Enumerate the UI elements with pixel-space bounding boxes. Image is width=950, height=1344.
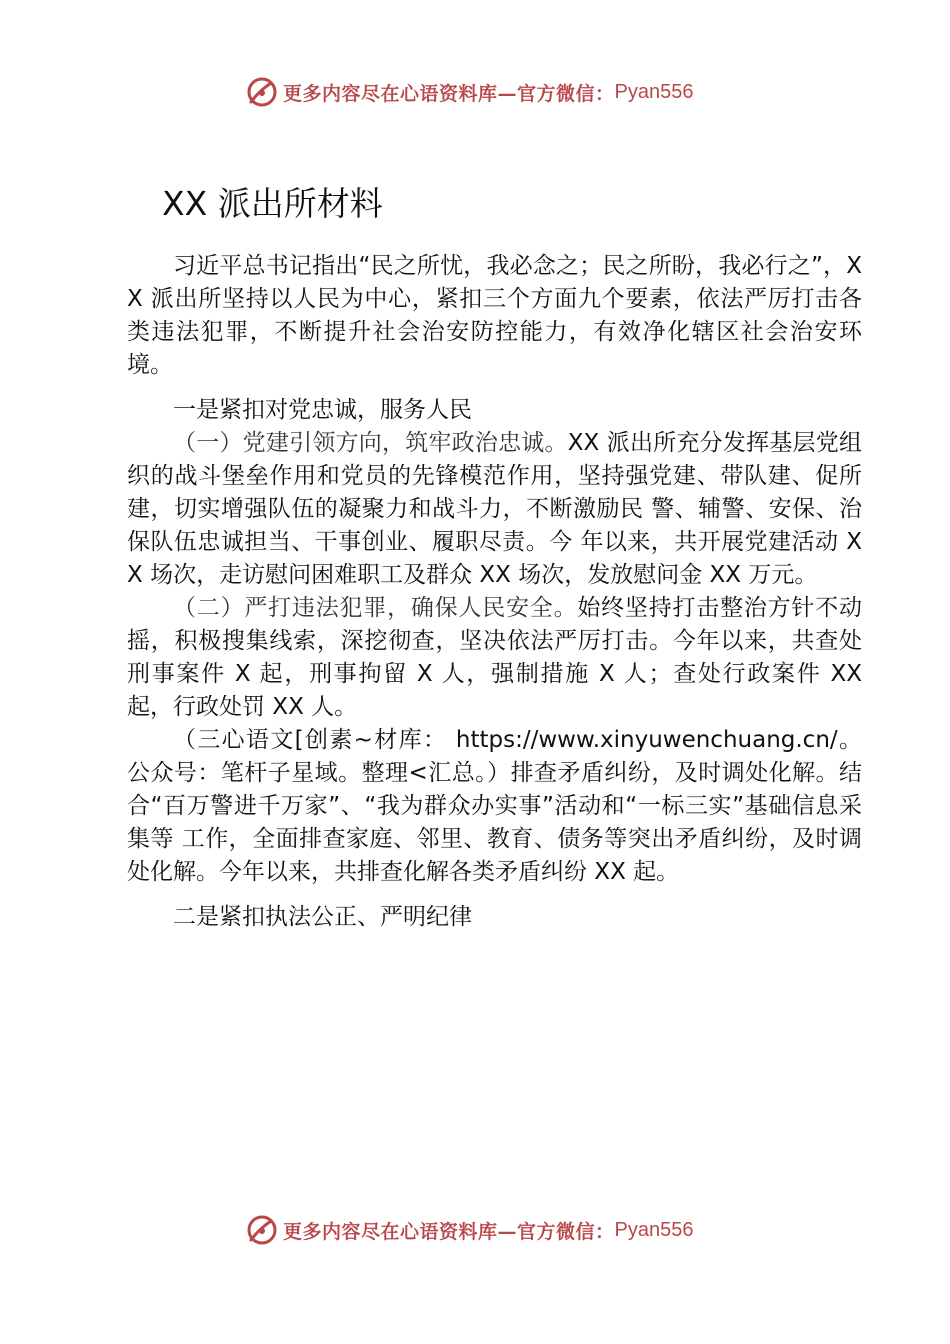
section1-item1 [127, 427, 862, 592]
banner-text: 更多内容尽在心语资料库—官方微信： [283, 1220, 615, 1243]
section1-item3: （三心语文[创素~材库： https://www.xinyuwenchuang.cn/。公众号：笔杆子星域。整理<汇总。）排查矛盾纠纷，及时调处化解。结合“百万警进千万家”、“我为群众办实事”活动和“一标三实”基础信息采集等 工作，全面排查家庭、邻里、教育、债务等突出矛盾纠纷，及时调处化解。今年以来，共排查化解各类矛盾纠纷 XX 起。 [127, 727, 862, 885]
section1-heading: 一是紧扣对党忠诚，服务人民 [173, 397, 472, 423]
banner-wechat-id: Pyan556 [614, 1218, 694, 1241]
section2-heading: 二是紧扣执法公正、严明纪律 [173, 904, 472, 930]
item2-lead: （二）严打违法犯罪，确保人民安全。 [173, 595, 578, 621]
section1-item2 [127, 592, 862, 724]
header-watermark-banner [245, 74, 765, 110]
footer-watermark-banner [245, 1212, 765, 1248]
intro-paragraph: 习近平总书记指出“民之所忧，我必念之；民之所盼，我必行之”，XX 派出所坚持以人民为中心，紧扣三个方面九个要素，依法严厉打击各类违法犯罪，不断提升社会治安防控能力，有效净化辖区社会治安环境。 [127, 253, 862, 378]
document-body [127, 250, 862, 934]
page-title: XX 派出所材料 [162, 184, 383, 223]
banner-wechat-id: Pyan556 [614, 80, 694, 103]
item1-lead: （一）党建引领方向，筑牢政治忠诚。 [173, 430, 568, 456]
brush-logo-icon [245, 1213, 279, 1247]
item1-body: XX 派出所充分发挥基层党组织的战斗堡垒作用和党员的先锋模范作用，坚持强党建、带队建、促所建，切实增强队伍的凝聚力和战斗力，不断激励民 警、辅警、安保、治保队伍忠诚担当、干事创业、履职尽责。今 年以来，共开展党建活动 XX 场次，走访慰问困难职工及群众 XX 场次，发放慰问金 XX 万元。 [127, 430, 862, 588]
brush-logo-icon [245, 75, 279, 109]
banner-text: 更多内容尽在心语资料库—官方微信： [283, 82, 615, 105]
item2-body: 始终坚持打击整治方针不动摇，积极搜集线索，深挖彻查，坚决依法严厉打击。今年以来，共查处刑事案件 X 起，刑事拘留 X 人，强制措施 X 人；查处行政案件 XX 起，行政处罚 XX 人。 [127, 595, 863, 720]
